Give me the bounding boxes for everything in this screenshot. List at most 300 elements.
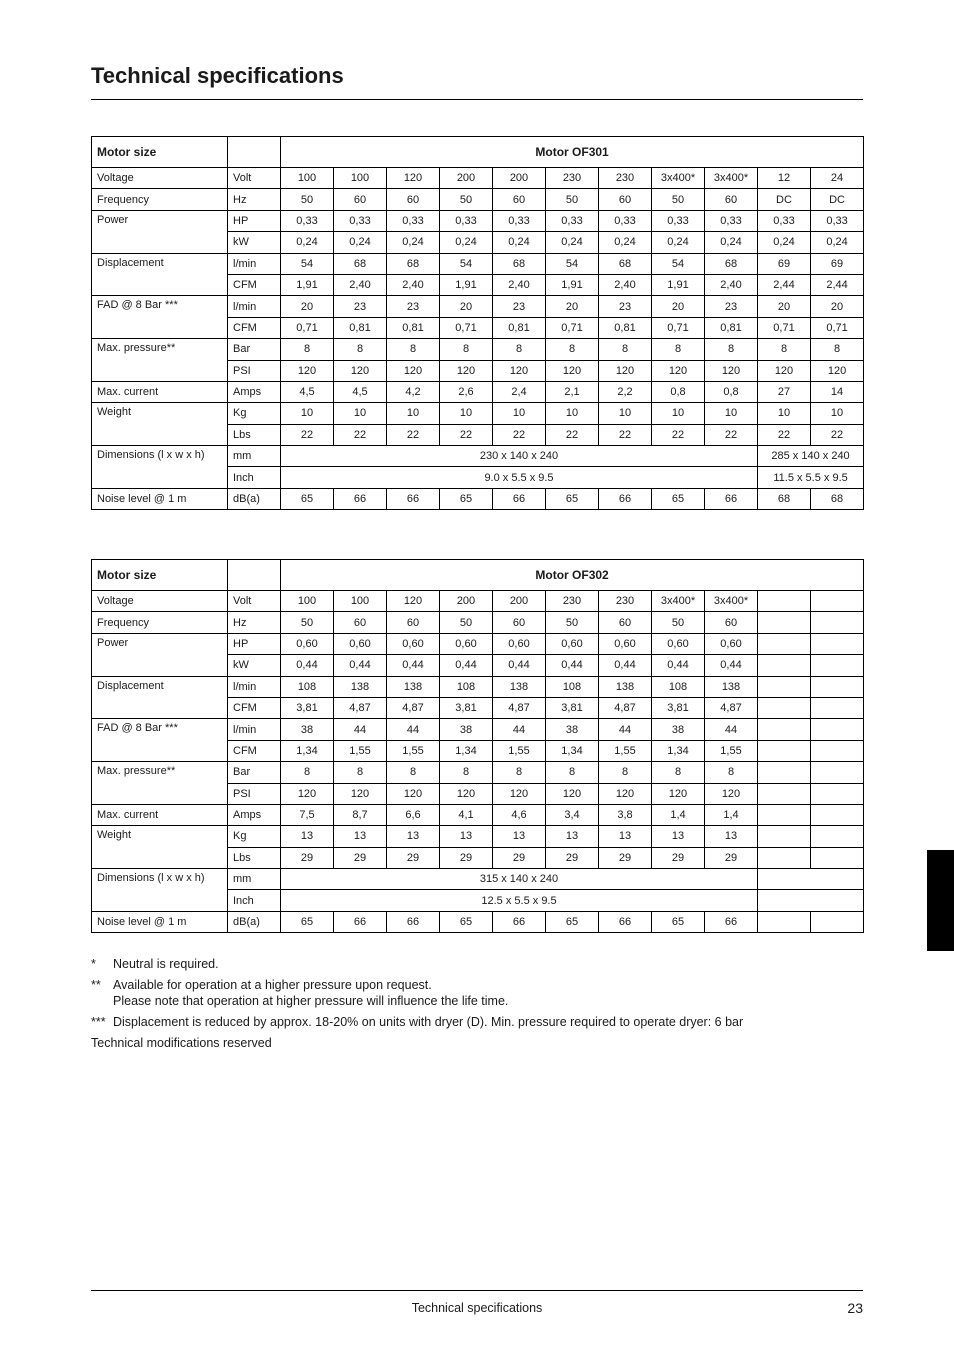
table-cell: 50 xyxy=(440,189,493,210)
unit-label: Volt xyxy=(228,591,281,612)
table-cell: 1,91 xyxy=(440,274,493,295)
table-cell: 0,24 xyxy=(493,232,546,253)
table-cell: 0,33 xyxy=(387,210,440,231)
table-cell: 1,4 xyxy=(705,804,758,825)
table-cell: 138 xyxy=(599,676,652,697)
table-cell: 54 xyxy=(281,253,334,274)
table-cell: 60 xyxy=(387,612,440,633)
table-cell: 1,55 xyxy=(705,740,758,761)
table-cell: 8 xyxy=(599,339,652,360)
motor-model-label: Motor OF301 xyxy=(281,137,864,168)
table-cell: 120 xyxy=(387,360,440,381)
table-cell: 38 xyxy=(652,719,705,740)
table-cell: 200 xyxy=(493,591,546,612)
table-cell: 13 xyxy=(599,826,652,847)
table-cell: 4,87 xyxy=(599,697,652,718)
row-label: Dimensions (l x w x h) xyxy=(92,869,228,912)
table-cell: 68 xyxy=(758,488,811,509)
table-cell: 50 xyxy=(652,189,705,210)
table-cell: 200 xyxy=(440,168,493,189)
table-cell: 60 xyxy=(599,612,652,633)
table-cell xyxy=(811,697,864,718)
table-cell xyxy=(811,783,864,804)
table-cell: 66 xyxy=(387,911,440,932)
table-cell: 65 xyxy=(652,911,705,932)
motor-size-label: Motor size xyxy=(92,137,228,168)
table-header-row xyxy=(92,137,864,168)
table-cell: 120 xyxy=(281,360,334,381)
table-cell: 22 xyxy=(811,424,864,445)
table-cell xyxy=(811,762,864,783)
table-cell: 68 xyxy=(493,253,546,274)
table-cell: 108 xyxy=(440,676,493,697)
table-cell xyxy=(758,697,811,718)
table-cell: 0,24 xyxy=(599,232,652,253)
table-cell: 68 xyxy=(811,488,864,509)
row-label: Power xyxy=(92,633,228,676)
table-cell: 0,24 xyxy=(705,232,758,253)
table-row-dimensions xyxy=(92,446,864,467)
table-cell: 60 xyxy=(493,612,546,633)
table-cell: 0,33 xyxy=(546,210,599,231)
footnotes xyxy=(91,956,871,1051)
table-cell: 2,44 xyxy=(758,274,811,295)
table-cell: 65 xyxy=(440,911,493,932)
table-cell: 0,24 xyxy=(387,232,440,253)
table-cell: 0,60 xyxy=(652,633,705,654)
table-cell: 120 xyxy=(546,783,599,804)
table-cell: 0,44 xyxy=(281,655,334,676)
table-cell: 66 xyxy=(387,488,440,509)
table-cell: 120 xyxy=(758,360,811,381)
table-cell: 65 xyxy=(281,488,334,509)
table-cell xyxy=(758,591,811,612)
table-cell: 0,33 xyxy=(652,210,705,231)
table-cell: 0,44 xyxy=(334,655,387,676)
table-cell: 3x400* xyxy=(652,168,705,189)
table-cell: 2,2 xyxy=(599,381,652,402)
table-cell: 8,7 xyxy=(334,804,387,825)
table-cell: 38 xyxy=(546,719,599,740)
table-cell: 22 xyxy=(758,424,811,445)
table-cell xyxy=(811,911,864,932)
table-cell: 3,81 xyxy=(281,697,334,718)
table-cell: 1,34 xyxy=(546,740,599,761)
table-cell: 0,8 xyxy=(652,381,705,402)
table-cell: 1,34 xyxy=(652,740,705,761)
table-cell: 0,24 xyxy=(811,232,864,253)
row-label: Voltage xyxy=(92,591,228,612)
table-cell: 60 xyxy=(334,612,387,633)
table-cell: 29 xyxy=(387,847,440,868)
table-cell: 22 xyxy=(546,424,599,445)
table-cell xyxy=(811,719,864,740)
table-cell: 0,33 xyxy=(811,210,864,231)
table-cell xyxy=(811,740,864,761)
table-cell: 8 xyxy=(440,762,493,783)
unit-label: mm xyxy=(228,446,281,467)
table-cell: 138 xyxy=(387,676,440,697)
table-cell xyxy=(758,804,811,825)
footnote-text: Please note that operation at higher pressure will influence the life time. xyxy=(113,994,509,1008)
table-row-power xyxy=(92,210,864,231)
table-cell: 60 xyxy=(599,189,652,210)
page-title: Technical specifications xyxy=(91,63,344,88)
row-label: Max. pressure** xyxy=(92,339,228,382)
row-label: Max. current xyxy=(92,381,228,402)
table-cell: 66 xyxy=(334,488,387,509)
row-label: FAD @ 8 Bar *** xyxy=(92,296,228,339)
table-cell: 23 xyxy=(334,296,387,317)
table-row-noise-level xyxy=(92,911,864,932)
table-cell: 27 xyxy=(758,381,811,402)
unit-label: Bar xyxy=(228,339,281,360)
table-cell: 22 xyxy=(599,424,652,445)
table-cell: 60 xyxy=(705,612,758,633)
table-cell: 0,71 xyxy=(811,317,864,338)
table-cell: 100 xyxy=(281,168,334,189)
table-cell: 0,33 xyxy=(440,210,493,231)
table-cell: 6,6 xyxy=(387,804,440,825)
table-cell: 50 xyxy=(281,189,334,210)
unit-label: CFM xyxy=(228,697,281,718)
unit-label: Inch xyxy=(228,467,281,488)
table-cell: 50 xyxy=(281,612,334,633)
table-row-max-pressure xyxy=(92,339,864,360)
table-cell xyxy=(811,676,864,697)
unit-label: Kg xyxy=(228,403,281,424)
table-cell: 22 xyxy=(387,424,440,445)
table-cell: 120 xyxy=(652,783,705,804)
table-cell: 4,87 xyxy=(705,697,758,718)
unit-label: HP xyxy=(228,633,281,654)
table-cell xyxy=(811,847,864,868)
row-label: Frequency xyxy=(92,612,228,633)
table-cell: 8 xyxy=(387,339,440,360)
row-label: Noise level @ 1 m xyxy=(92,911,228,932)
table-cell: 2,6 xyxy=(440,381,493,402)
table-cell: 66 xyxy=(705,488,758,509)
table-cell: 0,60 xyxy=(281,633,334,654)
table-cell: 120 xyxy=(652,360,705,381)
table-cell: 230 xyxy=(599,168,652,189)
unit-label: CFM xyxy=(228,317,281,338)
footnote-text: Available for operation at a higher pressure upon request. xyxy=(113,978,432,992)
table-cell: 0,33 xyxy=(599,210,652,231)
table-cell: 20 xyxy=(281,296,334,317)
table-cell: 0,81 xyxy=(705,317,758,338)
table-cell: 10 xyxy=(440,403,493,424)
table-cell xyxy=(758,826,811,847)
table-cell: 4,87 xyxy=(334,697,387,718)
page-number: 23 xyxy=(847,1300,863,1316)
table-cell: 13 xyxy=(440,826,493,847)
table-cell: 1,4 xyxy=(652,804,705,825)
table-cell: 3,81 xyxy=(546,697,599,718)
row-label: Max. current xyxy=(92,804,228,825)
unit-label: Hz xyxy=(228,189,281,210)
table-cell xyxy=(811,612,864,633)
unit-label: Hz xyxy=(228,612,281,633)
unit-label: PSI xyxy=(228,360,281,381)
table-cell: 44 xyxy=(705,719,758,740)
table-cell: 0,81 xyxy=(334,317,387,338)
dimension-value xyxy=(758,869,864,890)
table-cell: 0,60 xyxy=(599,633,652,654)
table-cell: 0,44 xyxy=(387,655,440,676)
table-cell: 10 xyxy=(281,403,334,424)
table-cell: 0,60 xyxy=(546,633,599,654)
table-cell: 2,44 xyxy=(811,274,864,295)
table-cell: 69 xyxy=(811,253,864,274)
table-cell: 1,91 xyxy=(652,274,705,295)
table-cell: 66 xyxy=(493,911,546,932)
unit-label: kW xyxy=(228,232,281,253)
table-cell: 200 xyxy=(440,591,493,612)
table-cell: 13 xyxy=(281,826,334,847)
table-cell: 0,81 xyxy=(493,317,546,338)
table-cell: 29 xyxy=(493,847,546,868)
section-tab-marker xyxy=(927,850,954,951)
table-cell xyxy=(228,560,281,591)
table-cell: 23 xyxy=(387,296,440,317)
table-cell: 0,44 xyxy=(652,655,705,676)
table-cell: DC xyxy=(758,189,811,210)
dimension-value: 11.5 x 5.5 x 9.5 xyxy=(758,467,864,488)
unit-label: l/min xyxy=(228,253,281,274)
table-cell: 0,81 xyxy=(599,317,652,338)
row-label: Frequency xyxy=(92,189,228,210)
table-cell xyxy=(811,633,864,654)
table-cell: 68 xyxy=(705,253,758,274)
table-cell: 29 xyxy=(599,847,652,868)
table-cell: 1,55 xyxy=(493,740,546,761)
table-cell: 7,5 xyxy=(281,804,334,825)
table-cell: 8 xyxy=(546,762,599,783)
table-cell xyxy=(758,911,811,932)
table-cell: 29 xyxy=(281,847,334,868)
table-cell: 120 xyxy=(599,360,652,381)
table-cell: 120 xyxy=(599,783,652,804)
table-cell: 22 xyxy=(281,424,334,445)
table-cell: 0,24 xyxy=(281,232,334,253)
table-cell: 8 xyxy=(387,762,440,783)
table-cell: 1,91 xyxy=(281,274,334,295)
table-cell: 12 xyxy=(758,168,811,189)
row-label: Weight xyxy=(92,403,228,446)
table-cell: 54 xyxy=(652,253,705,274)
table-cell: 100 xyxy=(334,168,387,189)
unit-label: Kg xyxy=(228,826,281,847)
table-cell: 13 xyxy=(493,826,546,847)
table-cell: 0,33 xyxy=(705,210,758,231)
table-cell: 0,44 xyxy=(546,655,599,676)
row-label: Dimensions (l x w x h) xyxy=(92,446,228,489)
table-cell: 200 xyxy=(493,168,546,189)
table-cell xyxy=(811,826,864,847)
table-row-power xyxy=(92,633,864,654)
table-cell: 230 xyxy=(599,591,652,612)
table-cell: 120 xyxy=(440,783,493,804)
table-cell: 22 xyxy=(440,424,493,445)
table-row-max-current xyxy=(92,381,864,402)
table-row-max-pressure xyxy=(92,762,864,783)
table-cell: 44 xyxy=(599,719,652,740)
table-cell: 66 xyxy=(599,488,652,509)
unit-label: l/min xyxy=(228,719,281,740)
table-cell: 0,33 xyxy=(493,210,546,231)
table-header-row xyxy=(92,560,864,591)
table-cell: 0,60 xyxy=(387,633,440,654)
table-cell: 54 xyxy=(546,253,599,274)
table-cell: 120 xyxy=(811,360,864,381)
table-cell: 44 xyxy=(387,719,440,740)
table-row-displacement xyxy=(92,676,864,697)
table-cell: 23 xyxy=(705,296,758,317)
table-cell: 54 xyxy=(440,253,493,274)
table-cell: 60 xyxy=(387,189,440,210)
table-cell: 10 xyxy=(599,403,652,424)
table-cell: 10 xyxy=(387,403,440,424)
table-cell: 2,40 xyxy=(387,274,440,295)
unit-label: Bar xyxy=(228,762,281,783)
table-cell: 50 xyxy=(546,189,599,210)
table-cell: 120 xyxy=(334,360,387,381)
table-cell: 8 xyxy=(811,339,864,360)
table-cell: 29 xyxy=(705,847,758,868)
spec-table-of301 xyxy=(91,136,864,510)
table-cell: 0,71 xyxy=(440,317,493,338)
table-cell: 4,87 xyxy=(493,697,546,718)
table-cell: 138 xyxy=(493,676,546,697)
table-cell: 69 xyxy=(758,253,811,274)
table-cell: 66 xyxy=(493,488,546,509)
table-cell: 1,55 xyxy=(599,740,652,761)
dimension-value xyxy=(758,890,864,911)
table-cell: 120 xyxy=(440,360,493,381)
table-cell: 65 xyxy=(440,488,493,509)
table-cell: 0,24 xyxy=(546,232,599,253)
table-cell: 20 xyxy=(758,296,811,317)
table-cell: 4,5 xyxy=(334,381,387,402)
table-cell: 120 xyxy=(387,591,440,612)
dimension-value: 315 x 140 x 240 xyxy=(281,869,758,890)
table-cell: 8 xyxy=(546,339,599,360)
row-label: Voltage xyxy=(92,168,228,189)
table-cell: 8 xyxy=(599,762,652,783)
table-cell: 23 xyxy=(493,296,546,317)
modifications-reserved-note: Technical modifications reserved xyxy=(91,1036,272,1050)
table-cell: 65 xyxy=(546,911,599,932)
table-cell: 120 xyxy=(493,783,546,804)
title-divider xyxy=(91,99,863,100)
table-cell: 0,24 xyxy=(758,232,811,253)
table-cell: 120 xyxy=(705,783,758,804)
table-cell: 8 xyxy=(440,339,493,360)
table-cell: 10 xyxy=(705,403,758,424)
table-cell: 24 xyxy=(811,168,864,189)
table-cell: 120 xyxy=(705,360,758,381)
table-cell: 8 xyxy=(334,339,387,360)
footnote-text: Displacement is reduced by approx. 18-20% on units with dryer (D). Min. pressure required to operate dryer: 6 bar xyxy=(113,1015,744,1029)
table-cell: 1,55 xyxy=(334,740,387,761)
table-cell xyxy=(758,612,811,633)
footnote-1 xyxy=(91,956,871,972)
table-cell: 138 xyxy=(705,676,758,697)
table-row-voltage xyxy=(92,591,864,612)
table-cell: 50 xyxy=(652,612,705,633)
table-row-frequency xyxy=(92,612,864,633)
unit-label: Lbs xyxy=(228,424,281,445)
table-cell xyxy=(758,847,811,868)
table-cell: 29 xyxy=(546,847,599,868)
table-cell: 0,33 xyxy=(334,210,387,231)
table-cell: 0,71 xyxy=(652,317,705,338)
table-cell: 3,81 xyxy=(652,697,705,718)
table-cell: 4,1 xyxy=(440,804,493,825)
unit-label: Amps xyxy=(228,804,281,825)
table-cell: 38 xyxy=(440,719,493,740)
table-cell: 14 xyxy=(811,381,864,402)
table-cell: 4,5 xyxy=(281,381,334,402)
table-cell: 3x400* xyxy=(652,591,705,612)
unit-label: dB(a) xyxy=(228,911,281,932)
table-cell: 108 xyxy=(281,676,334,697)
table-row-displacement xyxy=(92,253,864,274)
table-row-weight xyxy=(92,403,864,424)
table-cell: 0,24 xyxy=(440,232,493,253)
table-cell: 65 xyxy=(281,911,334,932)
table-row-voltage xyxy=(92,168,864,189)
table-row-max-current xyxy=(92,804,864,825)
table-cell: DC xyxy=(811,189,864,210)
unit-label: HP xyxy=(228,210,281,231)
footnote-3 xyxy=(91,1014,871,1030)
table-cell: 1,34 xyxy=(440,740,493,761)
table-cell: 3x400* xyxy=(705,591,758,612)
table-cell: 20 xyxy=(652,296,705,317)
table-cell: 100 xyxy=(281,591,334,612)
unit-label: kW xyxy=(228,655,281,676)
table-cell: 0,33 xyxy=(758,210,811,231)
table-cell: 3,4 xyxy=(546,804,599,825)
table-cell: 138 xyxy=(334,676,387,697)
table-row-noise-level xyxy=(92,488,864,509)
table-cell: 8 xyxy=(334,762,387,783)
table-cell: 3,8 xyxy=(599,804,652,825)
table-cell: 2,1 xyxy=(546,381,599,402)
table-cell: 0,60 xyxy=(334,633,387,654)
table-cell: 0,24 xyxy=(652,232,705,253)
unit-label: l/min xyxy=(228,296,281,317)
table-cell: 10 xyxy=(652,403,705,424)
unit-label: l/min xyxy=(228,676,281,697)
dimension-value: 9.0 x 5.5 x 9.5 xyxy=(281,467,758,488)
row-label: Noise level @ 1 m xyxy=(92,488,228,509)
table-cell: 65 xyxy=(546,488,599,509)
table-cell: 23 xyxy=(599,296,652,317)
table-cell: 3x400* xyxy=(705,168,758,189)
spec-table-of302 xyxy=(91,559,864,933)
table-cell: 60 xyxy=(493,189,546,210)
footer-divider xyxy=(91,1290,863,1291)
table-cell xyxy=(811,804,864,825)
table-cell: 4,2 xyxy=(387,381,440,402)
table-cell: 0,71 xyxy=(281,317,334,338)
footnote-2 xyxy=(91,977,871,1009)
table-cell: 22 xyxy=(493,424,546,445)
table-cell: 50 xyxy=(440,612,493,633)
